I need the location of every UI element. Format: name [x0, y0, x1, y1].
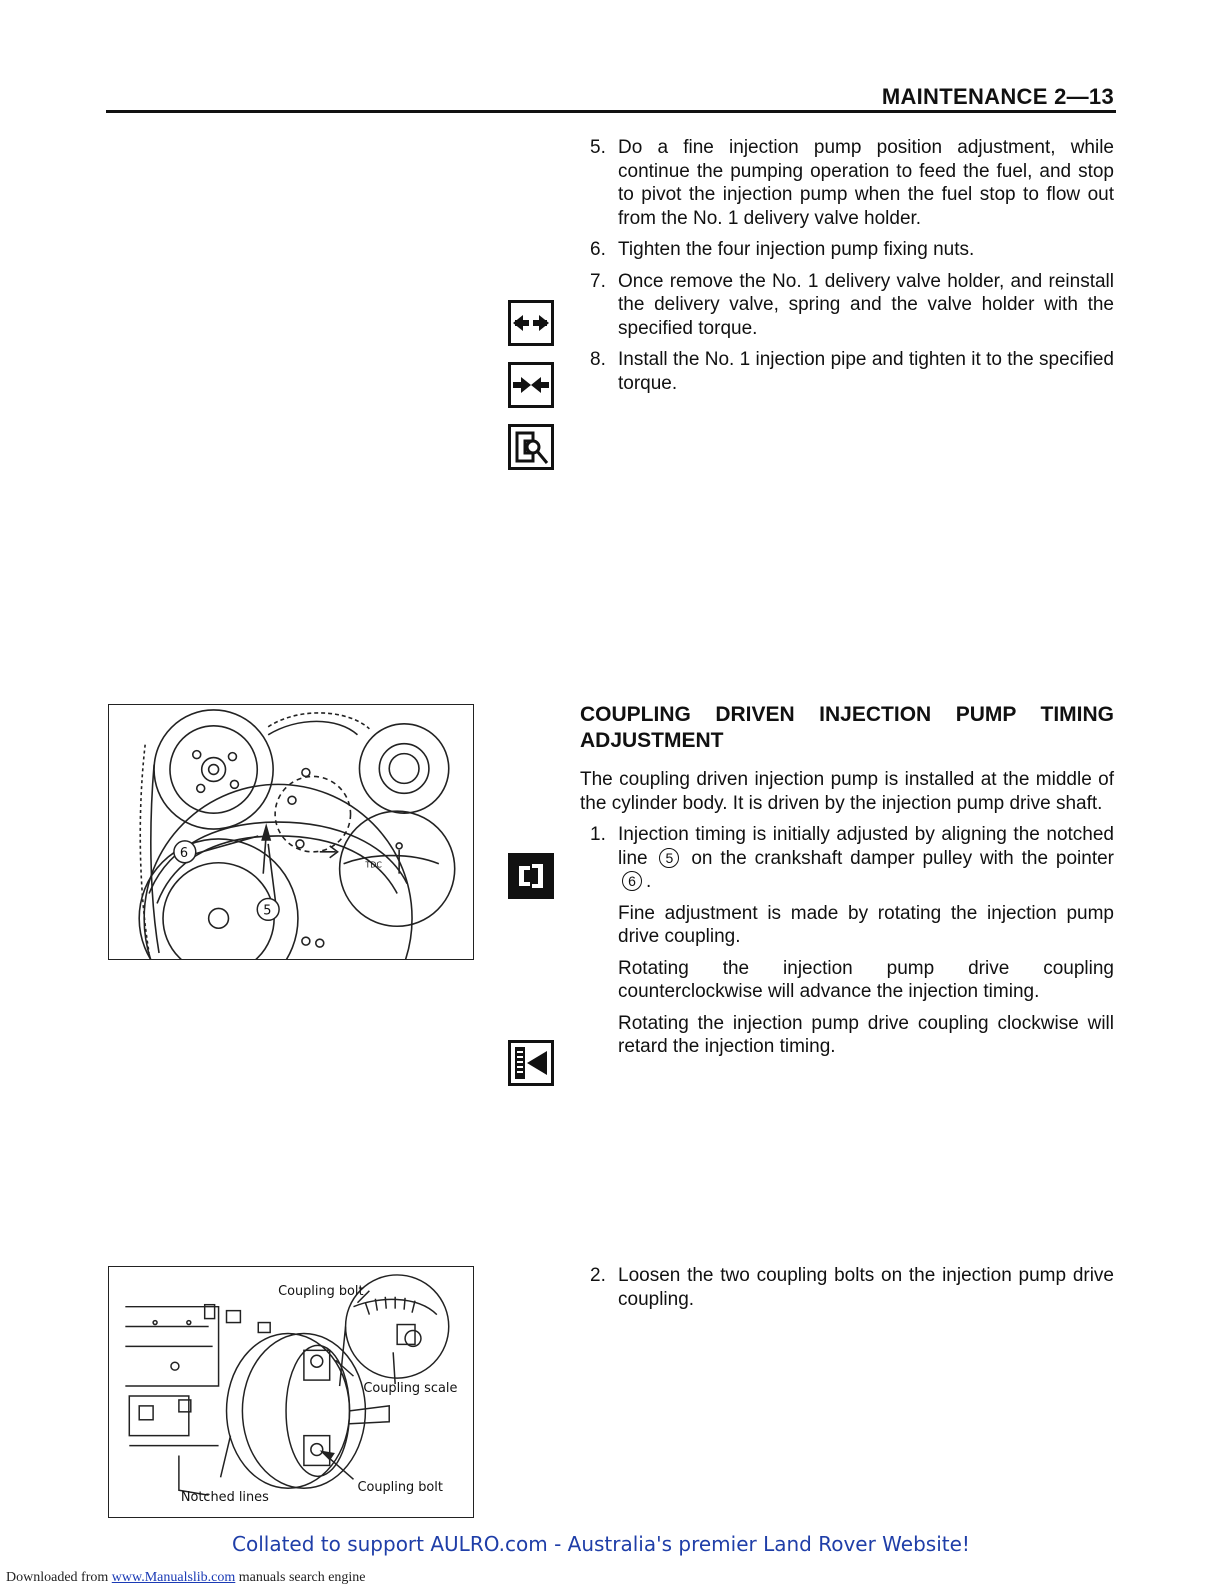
step-number: 8. [590, 349, 606, 370]
step-8 [580, 348, 1114, 395]
section-intro: The coupling driven injection pump is installed at the middle of the cylinder body. It is driven by the injection pump drive shaft. [580, 769, 1114, 814]
gauge-icon [508, 1040, 554, 1086]
adjust-icon [508, 853, 554, 899]
figure2-label-notched-lines: Notched lines [180, 1490, 269, 1506]
figure1-tdc-label: TDC [365, 860, 382, 870]
step-text: Tighten the four injection pump fixing nuts. [618, 239, 975, 260]
ref-circle-6: 6 [622, 871, 642, 891]
step-text: Install the No. 1 injection pipe and tighten it to the specified torque. [618, 349, 1114, 394]
footer-downloaded-prefix: Downloaded from [6, 1570, 112, 1585]
step-6 [580, 238, 1114, 262]
step-text: Do a fine injection pump position adjustment, while continue the pumping operation to feed the fuel, and stop to pivot the injection pump when the fuel stop to flow out from the No. 1 delivery valve holder. [618, 137, 1114, 229]
page-header-title: MAINTENANCE 2—13 [881, 84, 1114, 109]
section-heading: COUPLING DRIVEN INJECTION PUMP TIMING ADJUSTMENT [580, 703, 1114, 752]
step-number: 2. [590, 1265, 606, 1286]
footer-downloaded-suffix: manuals search engine [235, 1570, 366, 1585]
install-icon [508, 362, 554, 408]
paragraph-retard: Rotating the injection pump drive coupling clockwise will retard the injection timing. [618, 1012, 1114, 1057]
figure-coupling [108, 1266, 474, 1518]
ref-circle-5: 5 [659, 848, 679, 868]
figure2-label-coupling-bolt-top: Coupling bolt [278, 1283, 364, 1299]
remove-icon [508, 300, 554, 346]
paragraph-fine-adjustment: Fine adjustment is made by rotating the injection pump drive coupling. [618, 902, 1114, 947]
figure2-label-coupling-bolt-bottom: Coupling bolt [357, 1480, 443, 1496]
step-number: 5. [590, 137, 606, 158]
step-number: 6. [590, 239, 606, 260]
step-text-part: Injection timing is initially adjusted by aligning the notched line [618, 824, 1114, 869]
section-step-1 [580, 823, 1114, 894]
paragraph-advance: Rotating the injection pump drive coupling counterclockwise will advance the injection timing. [618, 957, 1114, 1002]
step-number: 1. [590, 824, 606, 845]
footer-manualslib-link[interactable]: www.Manualslib.com [111, 1570, 236, 1585]
step-text: Loosen the two coupling bolts on the injection pump drive coupling. [618, 1265, 1114, 1310]
coupling-step-2-block [580, 1264, 1114, 1319]
section-step-2 [580, 1264, 1114, 1311]
step-7 [580, 270, 1114, 341]
step-text [618, 823, 1114, 894]
header-rule [106, 110, 1116, 113]
figure2-label-coupling-scale: Coupling scale [363, 1381, 458, 1396]
figure1-callout-5: 5 [263, 903, 272, 919]
footer-collated-text: Collated to support AULRO.com - Australia's premier Land Rover Website! [232, 1532, 970, 1556]
coupling-section [580, 702, 1114, 1067]
step-text-part: . [646, 871, 652, 892]
step-text-part: on the crankshaft damper pulley with the pointer [691, 847, 1114, 869]
step-5 [580, 136, 1114, 230]
step-number: 7. [590, 270, 606, 292]
top-steps [580, 136, 1114, 403]
step-text: Once remove the No. 1 delivery valve holder, and reinstall the delivery valve, spring and the valve holder with the specified torque. [618, 270, 1114, 339]
tighten-torque-icon [508, 424, 554, 470]
figure1-callout-6: 6 [179, 845, 189, 861]
figure-crankshaft-pulley [108, 704, 474, 960]
